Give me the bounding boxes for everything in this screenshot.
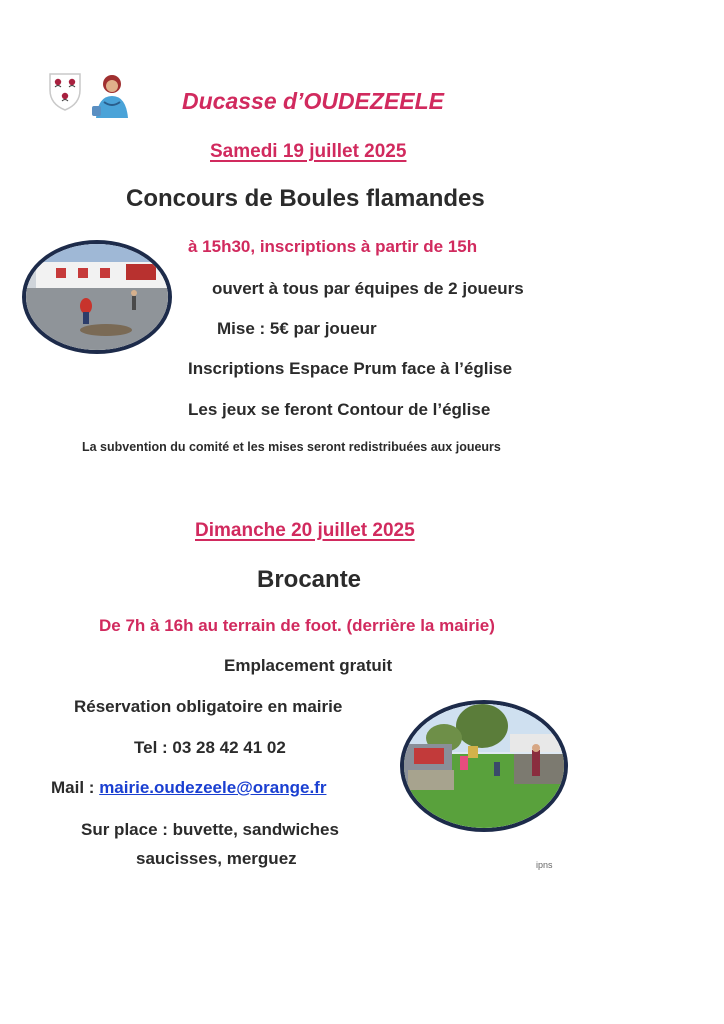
boules-fee-line: Mise : 5€ par joueur [217,319,377,338]
brocante-phone-line: Tel : 03 28 42 41 02 [134,738,286,757]
sunday-date: Dimanche 20 juillet 2025 [195,520,415,541]
brocante-onsite-line-2: saucisses, merguez [136,849,297,868]
brocante-free-line: Emplacement gratuit [224,656,393,675]
page-title: Ducasse d’OUDEZEELE [182,88,445,114]
saturday-date: Samedi 19 juillet 2025 [210,141,407,162]
boules-location-line: Les jeux se feront Contour de l’église [188,400,491,419]
mascot-figure-image [90,72,134,118]
brocante-event-title: Brocante [257,566,362,593]
mail-label: Mail : [51,778,95,797]
brocante-mail-line [51,778,326,798]
boules-open-line: ouvert à tous par équipes de 2 joueurs [212,279,524,298]
boules-photo [22,240,172,354]
ipns-mark: ipns [536,860,553,870]
brocante-time: De 7h à 16h au terrain de foot. (derrière la mairie) [99,616,495,635]
brocante-onsite-line-1: Sur place : buvette, sandwiches [81,820,339,839]
boules-time: à 15h30, inscriptions à partir de 15h [188,237,478,256]
boules-note: La subvention du comité et les mises seront redistribuées aux joueurs [82,440,501,454]
mail-link[interactable]: mairie.oudezeele@orange.fr [99,778,327,797]
brocante-photo [400,700,568,832]
brocante-reservation-line: Réservation obligatoire en mairie [74,697,343,716]
boules-event-title: Concours de Boules flamandes [126,185,485,212]
coat-of-arms-logo [48,72,82,112]
boules-registration-line: Inscriptions Espace Prum face à l’église [188,359,513,378]
